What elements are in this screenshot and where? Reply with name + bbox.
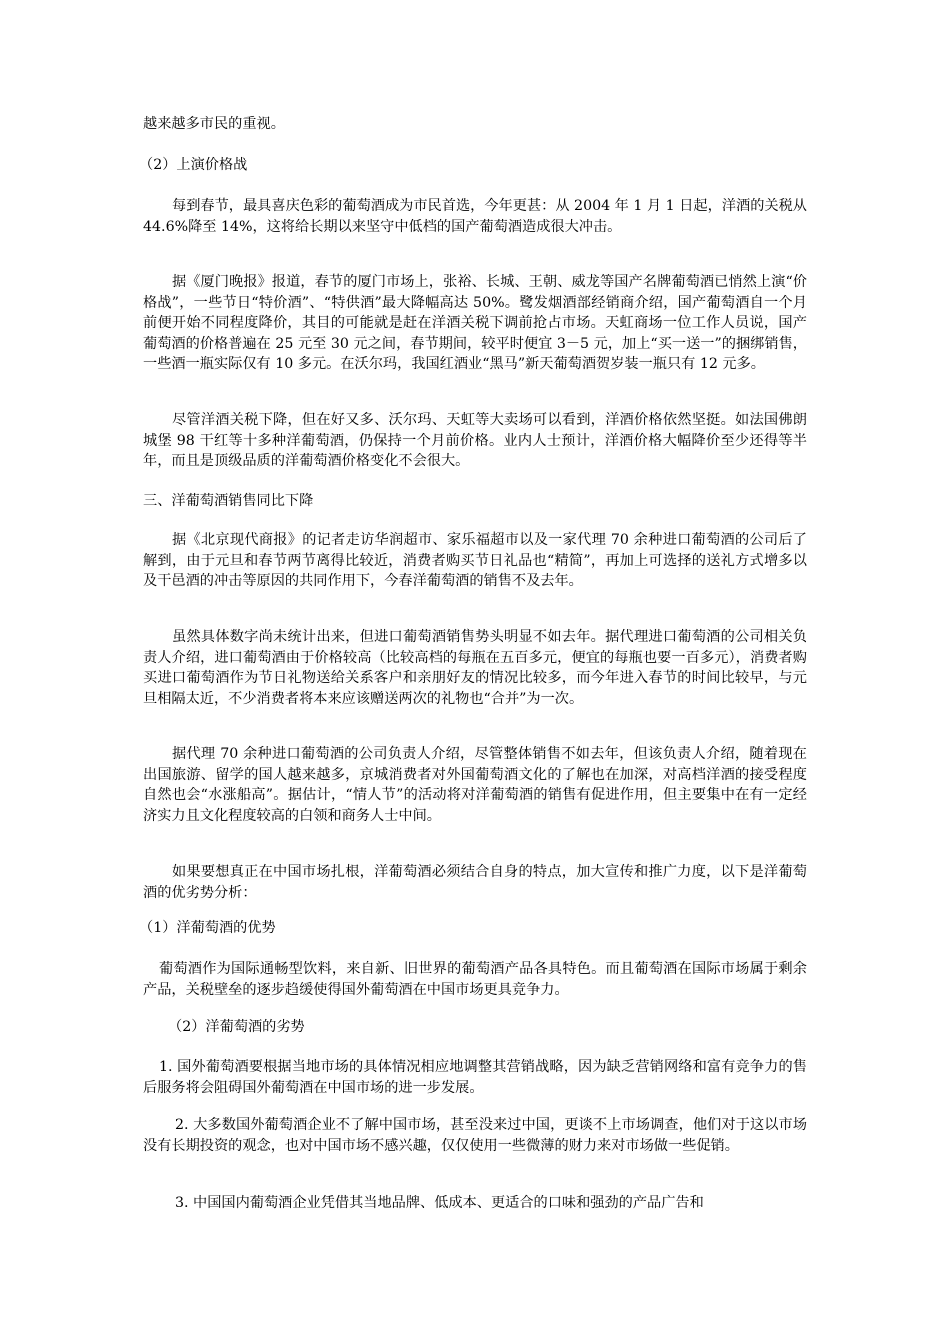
heading-sales-decline: 三、洋葡萄酒销售同比下降 — [143, 493, 314, 509]
list-item-2: 2. 大多数国外葡萄酒企业不了解中国市场，甚至没来过中国，更谈不上市场调查，他们对于这以市场没有长期投资的观念，也对中国市场不感兴趣，仅仅使用一些微薄的财力来对市场做一些促销。 — [143, 1117, 807, 1154]
list-item-3: 3. 中国国内葡萄酒企业凭借其当地品牌、低成本、更适合的口味和强劲的产品广告和 — [175, 1195, 704, 1211]
paragraph-sales-trend: 虽然具体数字尚未统计出来，但进口葡萄酒销售势头明显不如去年。据代理进口葡萄酒的公司相关负责人介绍，进口葡萄酒由于价格较高（比较高档的每瓶在五百多元，便宜的每瓶也要一百多元），消费者购买进口葡萄酒作为节日礼物送给关系客户和亲朋好友的情况比较多，而今年进入春节的时间比较早，与元旦相隔太近，不少消费者将本来应该赠送两次的礼物也“合并”为一次。 — [143, 629, 807, 707]
paragraph-advantages: 葡萄酒作为国际通畅型饮料，来自新、旧世界的葡萄酒产品各具特色。而且葡萄酒在国际市场属于剩余产品，关税壁垒的逐步趋缓使得国外葡萄酒在中国市场更具竞争力。 — [143, 961, 807, 998]
heading-price-war: （2）上演价格战 — [139, 157, 248, 173]
paragraph-spring-festival: 每到春节，最具喜庆色彩的葡萄酒成为市民首选，今年更甚：从 2004 年 1 月 1 日起，洋酒的关税从 44.6%降至 14%，这将给长期以来坚守中低档的国产葡萄酒造成很大冲击。 — [143, 198, 807, 235]
paragraph-market-rooting: 如果要想真正在中国市场扎根，洋葡萄酒必须结合自身的特点，加大宣传和推广力度，以下是洋葡萄酒的优劣势分析： — [143, 864, 807, 901]
list-item-1: 1. 国外葡萄酒要根据当地市场的具体情况相应地调整其营销战略，因为缺乏营销网络和富有竞争力的售后服务将会阻碍国外葡萄酒在中国市场的进一步发展。 — [143, 1059, 807, 1096]
paragraph-beijing-report: 据《北京现代商报》的记者走访华润超市、家乐福超市以及一家代理 70 余种进口葡萄酒的公司后了解到，由于元旦和春节两节离得比较近，消费者购买节日礼品也“精简”，再加上可选择的送礼方式增多以及干邑酒的冲击等原因的共同作用下，今春洋葡萄酒的销售不及去年。 — [143, 532, 807, 590]
paragraph-agent-intro: 据代理 70 余种进口葡萄酒的公司负责人介绍，尽管整体销售不如去年，但该负责人介绍，随着现在出国旅游、留学的国人越来越多，京城消费者对外国葡萄酒文化的了解也在加深，对高档洋酒的接受程度自然也会“水涨船高”。据估计，“情人节”的活动将对洋葡萄酒的销售有促进作用，但主要集中在有一定经济实力且文化程度较高的白领和商务人士中间。 — [143, 746, 807, 824]
paragraph-import-price: 尽管洋酒关税下降，但在好又多、沃尔玛、天虹等大卖场可以看到，洋酒价格依然坚挺。如法国佛朗城堡 98 干红等十多种洋葡萄酒，仍保持一个月前价格。业内人士预计，洋酒价格大幅降价至少还得等半年，而且是顶级品质的洋葡萄酒价格变化不会很大。 — [143, 412, 807, 470]
paragraph-xiamen-report: 据《厦门晚报》报道，春节的厦门市场上，张裕、长城、王朝、威龙等国产名牌葡萄酒已悄然上演“价格战”，一些节日“特价酒”、“特供酒”最大降幅高达 50%。鹭发烟酒部经销商介绍，国产葡萄酒自一个月前便开始不同程度降价，其目的可能就是赶在洋酒关税下调前抢占市场。天虹商场一位工作人员说，国产葡萄酒的价格普遍在 25 元至 30 元之间，春节期间，较平时便宜 3－5 元，加上“买一送一”的捆绑销售，一些酒一瓶实际仅有 10 多元。在沃尔玛，我国红酒业“黑马”新天葡萄酒贺岁装一瓶只有 12 元多。 — [143, 274, 807, 373]
heading-advantages: （1）洋葡萄酒的优势 — [139, 920, 276, 936]
heading-disadvantages: （2）洋葡萄酒的劣势 — [168, 1019, 305, 1035]
paragraph-continuation: 越来越多市民的重视。 — [143, 116, 285, 132]
